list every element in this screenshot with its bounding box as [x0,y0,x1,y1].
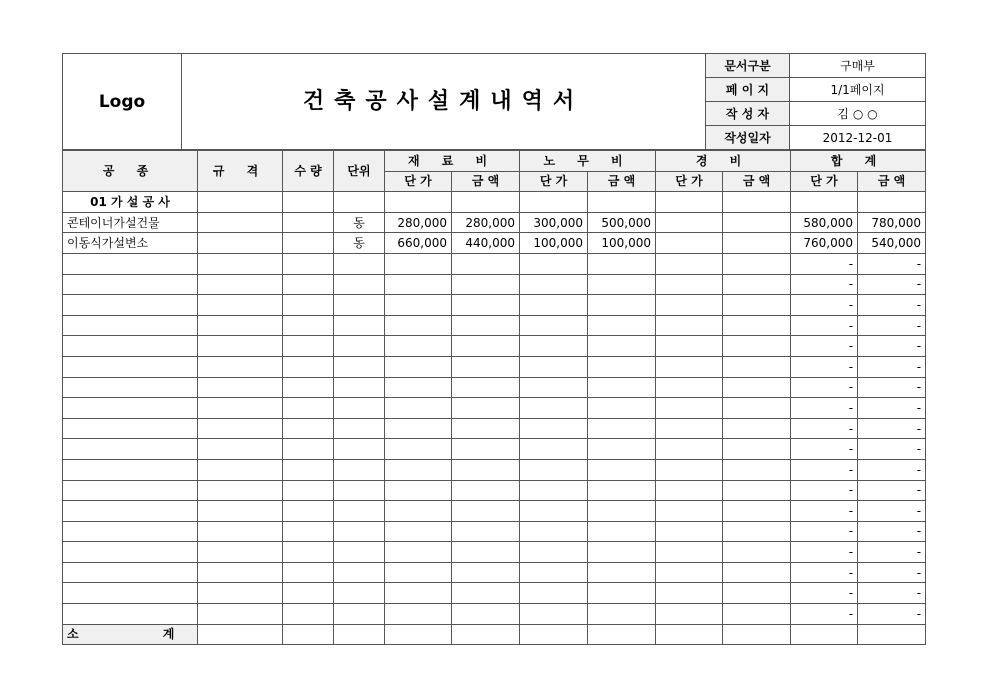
empty-row [63,398,926,419]
empty-total-amount: - [858,377,926,398]
empty-cell [452,336,520,357]
empty-cell [283,315,334,336]
row-total-amount: 540,000 [858,233,926,254]
empty-cell [283,439,334,460]
empty-cell [588,295,656,316]
empty-cell [656,418,723,439]
empty-total-unit-price: - [791,542,858,563]
empty-cell [452,439,520,460]
empty-row [63,295,926,316]
empty-total-unit-price: - [791,604,858,625]
empty-cell [63,604,198,625]
col-header-material-unit-price: 단 가 [385,171,452,192]
empty-total-unit-price: - [791,336,858,357]
empty-cell [198,583,283,604]
table-row [63,233,926,254]
empty-cell [334,480,385,501]
empty-cell [283,274,334,295]
col-header-total: 합 계 [791,151,926,172]
empty-cell [452,315,520,336]
empty-cell [385,604,452,625]
empty-cell [723,295,791,316]
empty-total-amount: - [858,439,926,460]
empty-total-unit-price: - [791,315,858,336]
empty-cell [63,562,198,583]
empty-row [63,377,926,398]
empty-cell [452,542,520,563]
empty-cell [198,253,283,274]
empty-cell [452,521,520,542]
empty-total-unit-price: - [791,459,858,480]
row-expense-amount [723,233,791,254]
empty-cell [283,295,334,316]
empty-cell [63,459,198,480]
empty-cell [723,356,791,377]
empty-cell [723,398,791,419]
empty-total-amount: - [858,274,926,295]
empty-cell [656,377,723,398]
empty-cell [656,604,723,625]
row-material-unit-price: 660,000 [385,233,452,254]
empty-cell [63,377,198,398]
empty-cell [198,562,283,583]
empty-total-unit-price: - [791,377,858,398]
empty-total-unit-price: - [791,253,858,274]
row-total-unit-price: 760,000 [791,233,858,254]
info-label-author: 작 성 자 [706,102,790,126]
empty-cell [588,501,656,522]
empty-cell [385,583,452,604]
empty-cell [334,315,385,336]
empty-cell [385,377,452,398]
empty-cell [452,398,520,419]
empty-cell [63,295,198,316]
col-header-expense: 경 비 [656,151,791,172]
empty-cell [723,459,791,480]
col-header-expense-amount: 금 액 [723,171,791,192]
empty-total-amount: - [858,604,926,625]
empty-cell [283,377,334,398]
empty-cell [385,418,452,439]
row-material-unit-price: 280,000 [385,212,452,233]
empty-cell [334,439,385,460]
empty-cell [385,439,452,460]
col-header-total-amount: 금 액 [858,171,926,192]
empty-cell [656,336,723,357]
empty-cell [334,521,385,542]
empty-cell [656,253,723,274]
empty-cell [520,253,588,274]
empty-cell [656,501,723,522]
empty-cell [334,336,385,357]
empty-cell [723,315,791,336]
empty-total-unit-price: - [791,521,858,542]
empty-total-unit-price: - [791,356,858,377]
empty-total-amount: - [858,398,926,419]
empty-total-amount: - [858,253,926,274]
empty-cell [520,274,588,295]
empty-cell [334,377,385,398]
empty-cell [723,336,791,357]
empty-cell [656,459,723,480]
info-value-date: 2012-12-01 [790,126,926,150]
empty-cell [385,356,452,377]
row-labor-unit-price: 300,000 [520,212,588,233]
empty-cell [63,315,198,336]
document-header [62,53,926,150]
empty-cell [283,604,334,625]
empty-total-amount: - [858,418,926,439]
empty-cell [588,521,656,542]
info-label-page: 페 이 지 [706,78,790,102]
table-row [63,212,926,233]
row-total-amount: 780,000 [858,212,926,233]
empty-total-amount: - [858,336,926,357]
empty-total-unit-price: - [791,501,858,522]
row-total-unit-price: 580,000 [791,212,858,233]
empty-cell [656,521,723,542]
subtotal-row [63,624,926,645]
col-header-unit: 단위 [334,151,385,192]
document-title: 건축공사설계내역서 [182,54,706,150]
empty-cell [198,480,283,501]
empty-cell [63,418,198,439]
empty-row [63,315,926,336]
empty-cell [520,501,588,522]
empty-cell [198,356,283,377]
empty-cell [283,583,334,604]
empty-cell [63,480,198,501]
empty-cell [520,418,588,439]
empty-cell [452,418,520,439]
empty-cell [723,274,791,295]
empty-row [63,253,926,274]
empty-cell [452,604,520,625]
info-label-doc-type: 문서구분 [706,54,790,78]
empty-cell [520,521,588,542]
empty-cell [385,336,452,357]
empty-cell [63,336,198,357]
empty-cell [588,315,656,336]
empty-cell [520,315,588,336]
empty-total-unit-price: - [791,439,858,460]
row-expense-unit-price [656,212,723,233]
empty-row [63,418,926,439]
empty-total-amount: - [858,480,926,501]
empty-cell [283,501,334,522]
empty-cell [520,439,588,460]
empty-total-amount: - [858,562,926,583]
empty-cell [334,398,385,419]
empty-row [63,542,926,563]
empty-total-unit-price: - [791,295,858,316]
row-qty [283,212,334,233]
empty-row [63,356,926,377]
empty-total-amount: - [858,315,926,336]
empty-cell [334,501,385,522]
group-row [63,192,926,213]
info-value-doc-type: 구매부 [790,54,926,78]
row-unit: 동 [334,212,385,233]
info-value-page: 1/1페이지 [790,78,926,102]
empty-cell [198,604,283,625]
row-labor-unit-price: 100,000 [520,233,588,254]
empty-row [63,521,926,542]
empty-cell [198,398,283,419]
info-value-author: 김 ○ ○ [790,102,926,126]
row-labor-amount: 500,000 [588,212,656,233]
empty-cell [63,274,198,295]
row-spec [198,212,283,233]
empty-cell [723,439,791,460]
empty-cell [723,604,791,625]
empty-cell [385,315,452,336]
empty-cell [588,377,656,398]
info-label-date: 작성일자 [706,126,790,150]
empty-cell [63,398,198,419]
empty-cell [452,583,520,604]
empty-cell [656,439,723,460]
empty-cell [198,521,283,542]
empty-cell [198,315,283,336]
empty-total-unit-price: - [791,398,858,419]
empty-cell [63,356,198,377]
empty-cell [452,295,520,316]
empty-cell [452,274,520,295]
empty-cell [63,583,198,604]
empty-cell [385,253,452,274]
empty-cell [385,295,452,316]
empty-row [63,562,926,583]
empty-cell [334,583,385,604]
empty-cell [385,562,452,583]
empty-total-amount: - [858,501,926,522]
col-header-work-type: 공 종 [63,151,198,192]
empty-cell [283,398,334,419]
empty-total-unit-price: - [791,480,858,501]
col-header-material: 재 료 비 [385,151,520,172]
empty-total-unit-price: - [791,583,858,604]
empty-cell [452,377,520,398]
empty-cell [198,295,283,316]
empty-cell [723,480,791,501]
empty-total-amount: - [858,521,926,542]
empty-cell [63,439,198,460]
empty-cell [588,459,656,480]
empty-cell [520,604,588,625]
empty-row [63,274,926,295]
empty-cell [334,542,385,563]
empty-cell [723,501,791,522]
empty-cell [588,480,656,501]
empty-cell [723,542,791,563]
empty-total-unit-price: - [791,562,858,583]
col-header-spec: 규 격 [198,151,283,192]
empty-cell [198,439,283,460]
empty-total-amount: - [858,356,926,377]
empty-cell [520,398,588,419]
empty-cell [588,439,656,460]
empty-cell [452,501,520,522]
empty-cell [520,459,588,480]
empty-cell [63,542,198,563]
empty-cell [283,459,334,480]
empty-row [63,583,926,604]
empty-cell [334,274,385,295]
empty-cell [452,356,520,377]
empty-row [63,336,926,357]
empty-cell [334,356,385,377]
empty-cell [198,418,283,439]
empty-total-unit-price: - [791,418,858,439]
empty-cell [656,583,723,604]
empty-cell [385,501,452,522]
col-header-qty: 수 량 [283,151,334,192]
empty-total-amount: - [858,583,926,604]
empty-cell [385,274,452,295]
empty-cell [334,418,385,439]
empty-cell [588,253,656,274]
empty-cell [283,480,334,501]
empty-cell [452,480,520,501]
col-header-labor-unit-price: 단 가 [520,171,588,192]
empty-cell [656,542,723,563]
empty-cell [198,542,283,563]
empty-cell [723,253,791,274]
empty-cell [452,459,520,480]
empty-cell [63,501,198,522]
empty-cell [385,521,452,542]
empty-cell [385,542,452,563]
row-qty [283,233,334,254]
empty-cell [520,562,588,583]
empty-cell [385,459,452,480]
col-header-total-unit-price: 단 가 [791,171,858,192]
empty-total-amount: - [858,542,926,563]
row-name: 콘테이너가설건물 [63,212,198,233]
empty-cell [656,356,723,377]
empty-cell [588,542,656,563]
empty-cell [656,480,723,501]
row-name: 이동식가설변소 [63,233,198,254]
empty-cell [588,562,656,583]
empty-cell [452,253,520,274]
empty-cell [198,336,283,357]
row-expense-amount [723,212,791,233]
estimate-sheet [62,53,925,645]
empty-cell [283,542,334,563]
empty-cell [723,521,791,542]
col-header-labor-amount: 금 액 [588,171,656,192]
group-label: 01 가 설 공 사 [63,192,198,213]
empty-cell [520,336,588,357]
empty-cell [63,253,198,274]
empty-cell [588,583,656,604]
empty-cell [334,253,385,274]
empty-cell [283,356,334,377]
empty-cell [723,562,791,583]
col-header-labor: 노 무 비 [520,151,656,172]
empty-cell [334,459,385,480]
empty-cell [198,274,283,295]
estimate-table [62,150,926,645]
row-spec [198,233,283,254]
empty-row [63,501,926,522]
empty-cell [520,542,588,563]
empty-cell [520,377,588,398]
empty-cell [63,521,198,542]
empty-cell [283,521,334,542]
empty-cell [656,274,723,295]
col-header-material-amount: 금 액 [452,171,520,192]
empty-cell [520,295,588,316]
empty-row [63,439,926,460]
empty-cell [656,295,723,316]
empty-cell [198,377,283,398]
empty-cell [588,604,656,625]
empty-cell [588,418,656,439]
empty-cell [334,604,385,625]
empty-cell [283,253,334,274]
empty-cell [198,459,283,480]
empty-cell [656,315,723,336]
empty-cell [520,583,588,604]
empty-cell [283,418,334,439]
logo: Logo [63,54,182,150]
empty-cell [452,562,520,583]
empty-cell [588,398,656,419]
empty-cell [334,562,385,583]
empty-total-amount: - [858,459,926,480]
subtotal-label: 소 계 [63,624,198,645]
col-header-expense-unit-price: 단 가 [656,171,723,192]
row-labor-amount: 100,000 [588,233,656,254]
empty-cell [588,274,656,295]
empty-cell [588,336,656,357]
empty-cell [283,562,334,583]
empty-cell [723,377,791,398]
empty-cell [520,356,588,377]
empty-total-unit-price: - [791,274,858,295]
empty-cell [385,480,452,501]
empty-cell [588,356,656,377]
row-material-amount: 280,000 [452,212,520,233]
empty-row [63,480,926,501]
empty-cell [334,295,385,316]
empty-row [63,459,926,480]
row-material-amount: 440,000 [452,233,520,254]
empty-cell [656,562,723,583]
row-expense-unit-price [656,233,723,254]
empty-total-amount: - [858,295,926,316]
empty-cell [520,480,588,501]
empty-row [63,604,926,625]
empty-cell [723,583,791,604]
empty-cell [656,398,723,419]
empty-cell [283,336,334,357]
empty-cell [198,501,283,522]
empty-cell [385,398,452,419]
empty-cell [723,418,791,439]
row-unit: 동 [334,233,385,254]
